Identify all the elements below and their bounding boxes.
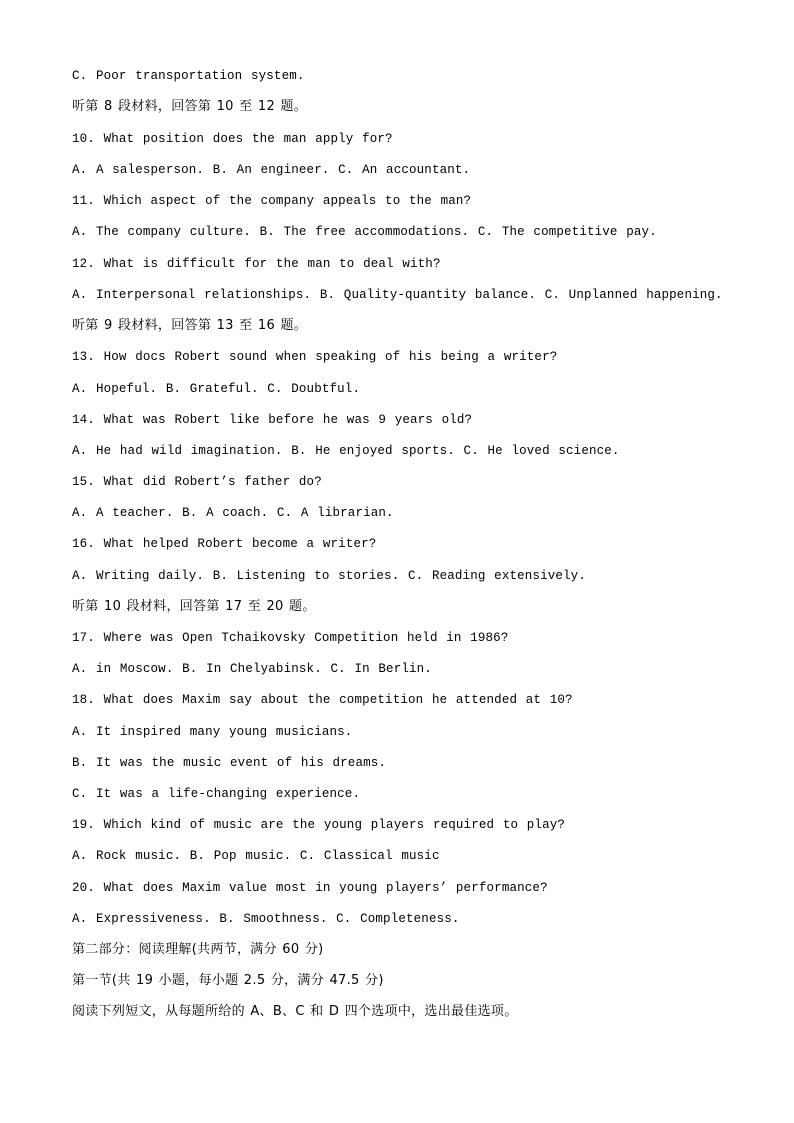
option-18a: A. It inspired many young musicians. bbox=[72, 725, 353, 739]
section-heading-8: 听第 8 段材料，回答第 10 至 12 题。 bbox=[72, 99, 308, 114]
options-13: A. Hopeful. B. Grateful. C. Doubtful. bbox=[72, 382, 361, 396]
question-13: 13. How docs Robert sound when speaking of his being a writer? bbox=[72, 350, 558, 364]
question-14: 14. What was Robert like before he was 9 years old? bbox=[72, 413, 473, 427]
question-17: 17. Where was Open Tchaikovsky Competition held in 1986? bbox=[72, 631, 509, 645]
options-15: A. A teacher. B. A coach. C. A librarian. bbox=[72, 506, 394, 520]
options-19: A. Rock music. B. Pop music. C. Classical music bbox=[72, 849, 440, 863]
options-17: A. in Moscow. B. In Chelyabinsk. C. In Berlin. bbox=[72, 662, 432, 676]
question-18: 18. What does Maxim say about the competition he attended at 10? bbox=[72, 693, 573, 707]
question-15: 15. What did Robert’s father do? bbox=[72, 475, 322, 489]
options-10: A. A salesperson. B. An engineer. C. An accountant. bbox=[72, 163, 471, 177]
options-20: A. Expressiveness. B. Smoothness. C. Completeness. bbox=[72, 912, 460, 926]
question-10: 10. What position does the man apply for? bbox=[72, 132, 393, 146]
section-heading-9: 听第 9 段材料，回答第 13 至 16 题。 bbox=[72, 318, 308, 333]
section-heading-10: 听第 10 段材料，回答第 17 至 20 题。 bbox=[72, 599, 316, 614]
question-20: 20. What does Maxim value most in young players’ performance? bbox=[72, 881, 548, 895]
options-14: A. He had wild imagination. B. He enjoyed sports. C. He loved science. bbox=[72, 444, 620, 458]
reading-instructions: 阅读下列短文，从每题所给的 A、B、C 和 D 四个选项中，选出最佳选项。 bbox=[72, 1004, 518, 1019]
option-18b: B. It was the music event of his dreams. bbox=[72, 756, 387, 770]
question-12: 12. What is difficult for the man to deal with? bbox=[72, 257, 441, 271]
question-11: 11. Which aspect of the company appeals to the man? bbox=[72, 194, 472, 208]
question-16: 16. What helped Robert become a writer? bbox=[72, 537, 377, 551]
options-12: A. Interpersonal relationships. B. Quality-quantity balance. C. Unplanned happening. bbox=[72, 288, 723, 302]
option-9c: C. Poor transportation system. bbox=[72, 69, 305, 83]
options-11: A. The company culture. B. The free accommodations. C. The competitive pay. bbox=[72, 225, 657, 239]
options-16: A. Writing daily. B. Listening to stories. C. Reading extensively. bbox=[72, 569, 586, 583]
part-two-heading: 第二部分：阅读理解(共两节，满分 60 分) bbox=[72, 942, 324, 957]
section-one-heading: 第一节(共 19 小题，每小题 2.5 分，满分 47.5 分) bbox=[72, 973, 384, 988]
option-18c: C. It was a life-changing experience. bbox=[72, 787, 361, 801]
question-19: 19. Which kind of music are the young players required to play? bbox=[72, 818, 566, 832]
